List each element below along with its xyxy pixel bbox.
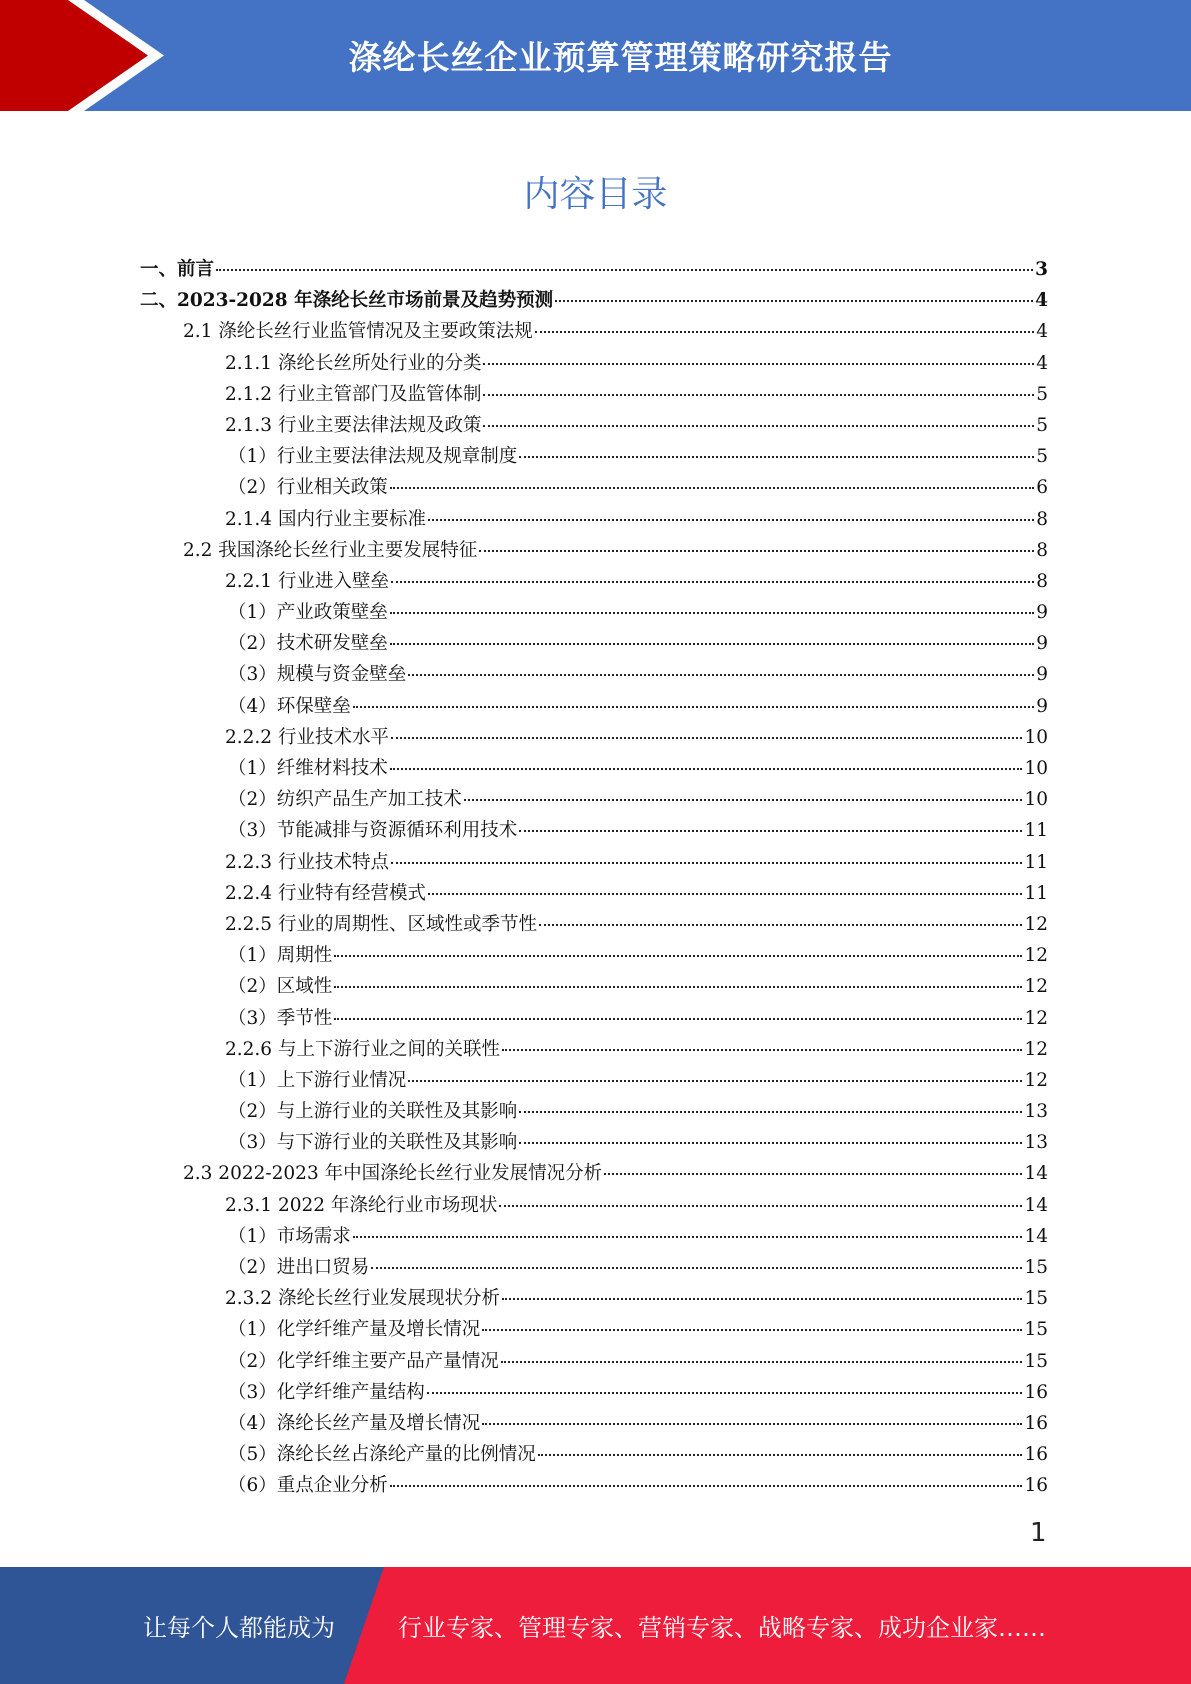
toc-entry[interactable] <box>140 348 1048 379</box>
toc-entry-page: 9 <box>1036 602 1048 624</box>
toc-dot-leader <box>408 674 1034 676</box>
toc-entry-page: 12 <box>1024 945 1048 967</box>
toc-entry-label: （2）化学纤维主要产品产量情况 <box>228 1350 499 1372</box>
toc-entry[interactable] <box>140 940 1048 971</box>
toc-entry[interactable] <box>140 472 1048 503</box>
toc-entry-label: （2）与上游行业的关联性及其影响 <box>228 1101 518 1123</box>
toc-entry[interactable] <box>140 1283 1048 1314</box>
toc-dot-leader <box>501 1361 1023 1363</box>
toc-dot-leader <box>483 425 1034 427</box>
toc-entry[interactable] <box>140 878 1048 909</box>
toc-dot-leader <box>539 924 1022 926</box>
toc-dot-leader <box>519 1142 1022 1144</box>
toc-entry[interactable] <box>140 628 1048 659</box>
toc-entry-page: 4 <box>1036 321 1048 343</box>
toc-dot-leader <box>353 1236 1023 1238</box>
toc-entry-label: （3）与下游行业的关联性及其影响 <box>228 1132 518 1154</box>
toc-entry-page: 14 <box>1024 1194 1048 1216</box>
footer-slogan-left: 让每个人都能成为 <box>143 1614 335 1642</box>
toc-entry[interactable] <box>140 285 1048 316</box>
toc-dot-leader <box>390 643 1034 645</box>
toc-entry-label: 2.1 涤纶长丝行业监管情况及主要政策法规 <box>183 321 533 343</box>
toc-entry-page: 13 <box>1024 1101 1048 1123</box>
toc-entry-label: 2.2.2 行业技术水平 <box>225 726 389 748</box>
toc-entry[interactable] <box>140 847 1048 878</box>
toc-entry-label: 一、前言 <box>140 259 215 280</box>
toc-entry-label: 2.2.3 行业技术特点 <box>225 851 389 873</box>
toc-entry-page: 4 <box>1036 352 1048 374</box>
toc-entry[interactable] <box>140 504 1048 535</box>
toc-entry[interactable] <box>140 659 1048 690</box>
toc-entry-label: （1）化学纤维产量及增长情况 <box>228 1319 481 1341</box>
toc-entry-page: 8 <box>1036 570 1048 592</box>
toc-entry-label: （3）季节性 <box>228 1007 333 1029</box>
red-arrow-shape <box>0 0 148 111</box>
toc-dot-leader <box>535 331 1034 333</box>
toc-entry[interactable] <box>140 909 1048 940</box>
toc-entry[interactable] <box>140 566 1048 597</box>
toc-entry-page: 15 <box>1024 1350 1048 1372</box>
toc-entry-page: 5 <box>1036 414 1048 436</box>
toc-dot-leader <box>428 519 1034 521</box>
toc-entry-page: 3 <box>1035 259 1048 280</box>
toc-dot-leader <box>408 1080 1022 1082</box>
toc-heading: 内容目录 <box>523 174 668 215</box>
toc-entry[interactable] <box>140 1190 1048 1221</box>
toc-entry-page: 14 <box>1024 1225 1048 1247</box>
toc-dot-leader <box>519 830 1022 832</box>
toc-dot-leader <box>502 1049 1022 1051</box>
toc-entry-page: 6 <box>1036 477 1048 499</box>
toc-dot-leader <box>483 394 1034 396</box>
toc-entry[interactable] <box>140 815 1048 846</box>
toc-entry-label: 2.2.1 行业进入壁垒 <box>225 570 389 592</box>
toc-dot-leader <box>391 581 1034 583</box>
toc-entry-label: （2）区域性 <box>228 976 333 998</box>
toc-entry-page: 4 <box>1035 290 1048 312</box>
report-header-band <box>0 0 1191 111</box>
toc-dot-leader <box>428 893 1022 895</box>
toc-entry-label: （2）纺织产品生产加工技术 <box>228 789 462 811</box>
toc-entry-label: （5）涤纶长丝占涤纶产量的比例情况 <box>228 1444 536 1466</box>
toc-entry-page: 9 <box>1036 664 1048 686</box>
toc-dot-leader <box>334 955 1022 957</box>
toc-dot-leader <box>371 1267 1022 1269</box>
toc-entry-page: 12 <box>1024 1007 1048 1029</box>
toc-dot-leader <box>482 1329 1022 1331</box>
footer-band <box>0 1567 1191 1684</box>
toc-entry-label: （4）涤纶长丝产量及增长情况 <box>228 1412 481 1434</box>
toc-entry-page: 5 <box>1036 383 1048 405</box>
toc-entry-label: （4）环保壁垒 <box>228 695 351 717</box>
toc-dot-leader <box>390 1485 1023 1487</box>
toc-entry-page: 15 <box>1024 1257 1048 1278</box>
toc-entry-label: （3）节能减排与资源循环利用技术 <box>228 820 518 842</box>
toc-entry-page: 11 <box>1024 851 1048 873</box>
toc-entry-label: 2.1.3 行业主要法律法规及政策 <box>225 414 482 436</box>
toc-entry-page: 16 <box>1024 1444 1048 1466</box>
toc-entry-label: （1）周期性 <box>228 945 333 967</box>
toc-entry[interactable] <box>140 379 1048 410</box>
toc-dot-leader <box>538 1454 1023 1456</box>
toc-entry[interactable] <box>140 410 1048 441</box>
toc-entry[interactable] <box>140 597 1048 628</box>
toc-entry[interactable] <box>140 1158 1048 1189</box>
toc-entry-label: （2）行业相关政策 <box>228 477 388 499</box>
toc-dot-leader <box>483 363 1034 365</box>
toc-entry[interactable] <box>140 1470 1048 1501</box>
toc-entry-page: 12 <box>1024 1038 1048 1060</box>
toc-entry-label: 2.2.5 行业的周期性、区域性或季节性 <box>225 913 537 935</box>
toc-entry-label: 2.2.4 行业特有经营模式 <box>225 882 426 904</box>
toc-entry-page: 9 <box>1036 695 1048 717</box>
toc-entry-page: 12 <box>1024 976 1048 998</box>
toc-entry[interactable] <box>140 1221 1048 1252</box>
toc-entry-page: 16 <box>1024 1475 1048 1497</box>
toc-entry-label: 2.2 我国涤纶长丝行业主要发展特征 <box>183 539 478 561</box>
toc-entry-page: 12 <box>1024 1069 1048 1091</box>
toc-entry-page: 15 <box>1024 1319 1048 1341</box>
toc-entry-page: 14 <box>1024 1163 1048 1185</box>
toc-entry[interactable] <box>140 753 1048 784</box>
report-title: 涤纶长丝企业预算管理策略研究报告 <box>348 38 893 77</box>
toc-dot-leader <box>353 706 1034 708</box>
toc-entry[interactable] <box>140 1252 1048 1283</box>
toc-dot-leader <box>216 269 1033 271</box>
toc-entry-label: 2.3 2022-2023 年中国涤纶长丝行业发展情况分析 <box>183 1163 603 1185</box>
toc-entry-label: （1）上下游行业情况 <box>228 1069 407 1091</box>
toc-dot-leader <box>390 768 1023 770</box>
toc-entry-label: （3）化学纤维产量结构 <box>228 1381 425 1403</box>
toc-dot-leader <box>502 1298 1022 1300</box>
toc-dot-leader <box>519 456 1034 458</box>
toc-dot-leader <box>499 1205 1022 1207</box>
toc-dot-leader <box>390 487 1034 489</box>
toc-dot-leader <box>464 799 1023 801</box>
toc-entry-label: （3）规模与资金壁垒 <box>228 664 407 686</box>
toc-entry-label: 2.1.4 国内行业主要标准 <box>225 508 426 530</box>
toc-entry[interactable] <box>140 971 1048 1002</box>
toc-entry-page: 10 <box>1024 726 1048 748</box>
toc-entry[interactable] <box>140 1346 1048 1377</box>
toc-entry-page: 8 <box>1036 539 1048 561</box>
toc-dot-leader <box>604 1173 1022 1175</box>
toc-entry[interactable] <box>140 784 1048 815</box>
toc-entry[interactable] <box>140 1065 1048 1096</box>
toc-entry-page: 12 <box>1024 913 1048 935</box>
toc-entry-page: 15 <box>1024 1288 1048 1310</box>
toc-entry-page: 13 <box>1024 1132 1048 1154</box>
toc-entry[interactable] <box>140 1034 1048 1065</box>
toc-entry-label: （1）产业政策壁垒 <box>228 602 388 624</box>
toc-dot-leader <box>482 1423 1022 1425</box>
toc-entry-label: 2.1.1 涤纶长丝所处行业的分类 <box>225 352 482 374</box>
toc-dot-leader <box>334 1018 1022 1020</box>
toc-entry-page: 9 <box>1036 633 1048 655</box>
toc-entry-page: 11 <box>1024 882 1048 904</box>
toc-entry-page: 10 <box>1024 758 1048 779</box>
toc-entry-label: 2.3.2 涤纶长丝行业发展现状分析 <box>225 1288 500 1310</box>
toc-dot-leader <box>555 300 1033 302</box>
toc-entry[interactable] <box>140 722 1048 753</box>
toc-dot-leader <box>427 1392 1023 1394</box>
toc-dot-leader <box>334 986 1022 988</box>
toc-entry-label: 2.1.2 行业主管部门及监管体制 <box>225 383 482 405</box>
toc-entry-page: 5 <box>1036 446 1048 468</box>
toc-entry-page: 16 <box>1024 1412 1048 1434</box>
page-number: 1 <box>1030 1518 1047 1548</box>
toc-entry[interactable] <box>140 1096 1048 1127</box>
toc-entry[interactable] <box>140 1408 1048 1439</box>
toc-dot-leader <box>519 1111 1022 1113</box>
toc-entry-label: （6）重点企业分析 <box>228 1475 388 1497</box>
toc-entry-label: （1）行业主要法律法规及规章制度 <box>228 446 518 468</box>
toc-entry[interactable] <box>140 691 1048 722</box>
toc-entry-label: 2.3.1 2022 年涤纶行业市场现状 <box>225 1194 498 1216</box>
toc-entry-page: 10 <box>1024 789 1048 811</box>
toc-entry[interactable] <box>140 1314 1048 1345</box>
footer-slogan-right: 行业专家、管理专家、营销专家、战略专家、成功企业家…… <box>398 1614 1046 1642</box>
toc-entry-page: 11 <box>1024 820 1048 842</box>
toc-entry[interactable] <box>140 1127 1048 1158</box>
toc-entry-label: 2.2.6 与上下游行业之间的关联性 <box>225 1038 500 1060</box>
toc-entry-label: （2）技术研发壁垒 <box>228 633 388 655</box>
toc-dot-leader <box>479 550 1034 552</box>
toc-entry[interactable] <box>140 535 1048 566</box>
toc-entry[interactable] <box>140 1439 1048 1470</box>
toc-entry-label: （1）市场需求 <box>228 1225 351 1247</box>
toc-entry[interactable] <box>140 441 1048 472</box>
toc-entry-page: 16 <box>1024 1381 1048 1403</box>
toc-dot-leader <box>391 862 1022 864</box>
toc-entry[interactable] <box>140 316 1048 347</box>
toc-entry[interactable] <box>140 1377 1048 1408</box>
table-of-contents <box>140 254 1048 1502</box>
toc-dot-leader <box>390 612 1034 614</box>
toc-entry-page: 8 <box>1036 508 1048 530</box>
toc-entry-label: 二、2023-2028 年涤纶长丝市场前景及趋势预测 <box>140 290 554 312</box>
toc-entry[interactable] <box>140 1003 1048 1034</box>
toc-entry-label: （1）纤维材料技术 <box>228 758 388 779</box>
toc-entry[interactable] <box>140 254 1048 285</box>
toc-entry-label: （2）进出口贸易 <box>228 1257 370 1278</box>
toc-dot-leader <box>391 737 1022 739</box>
